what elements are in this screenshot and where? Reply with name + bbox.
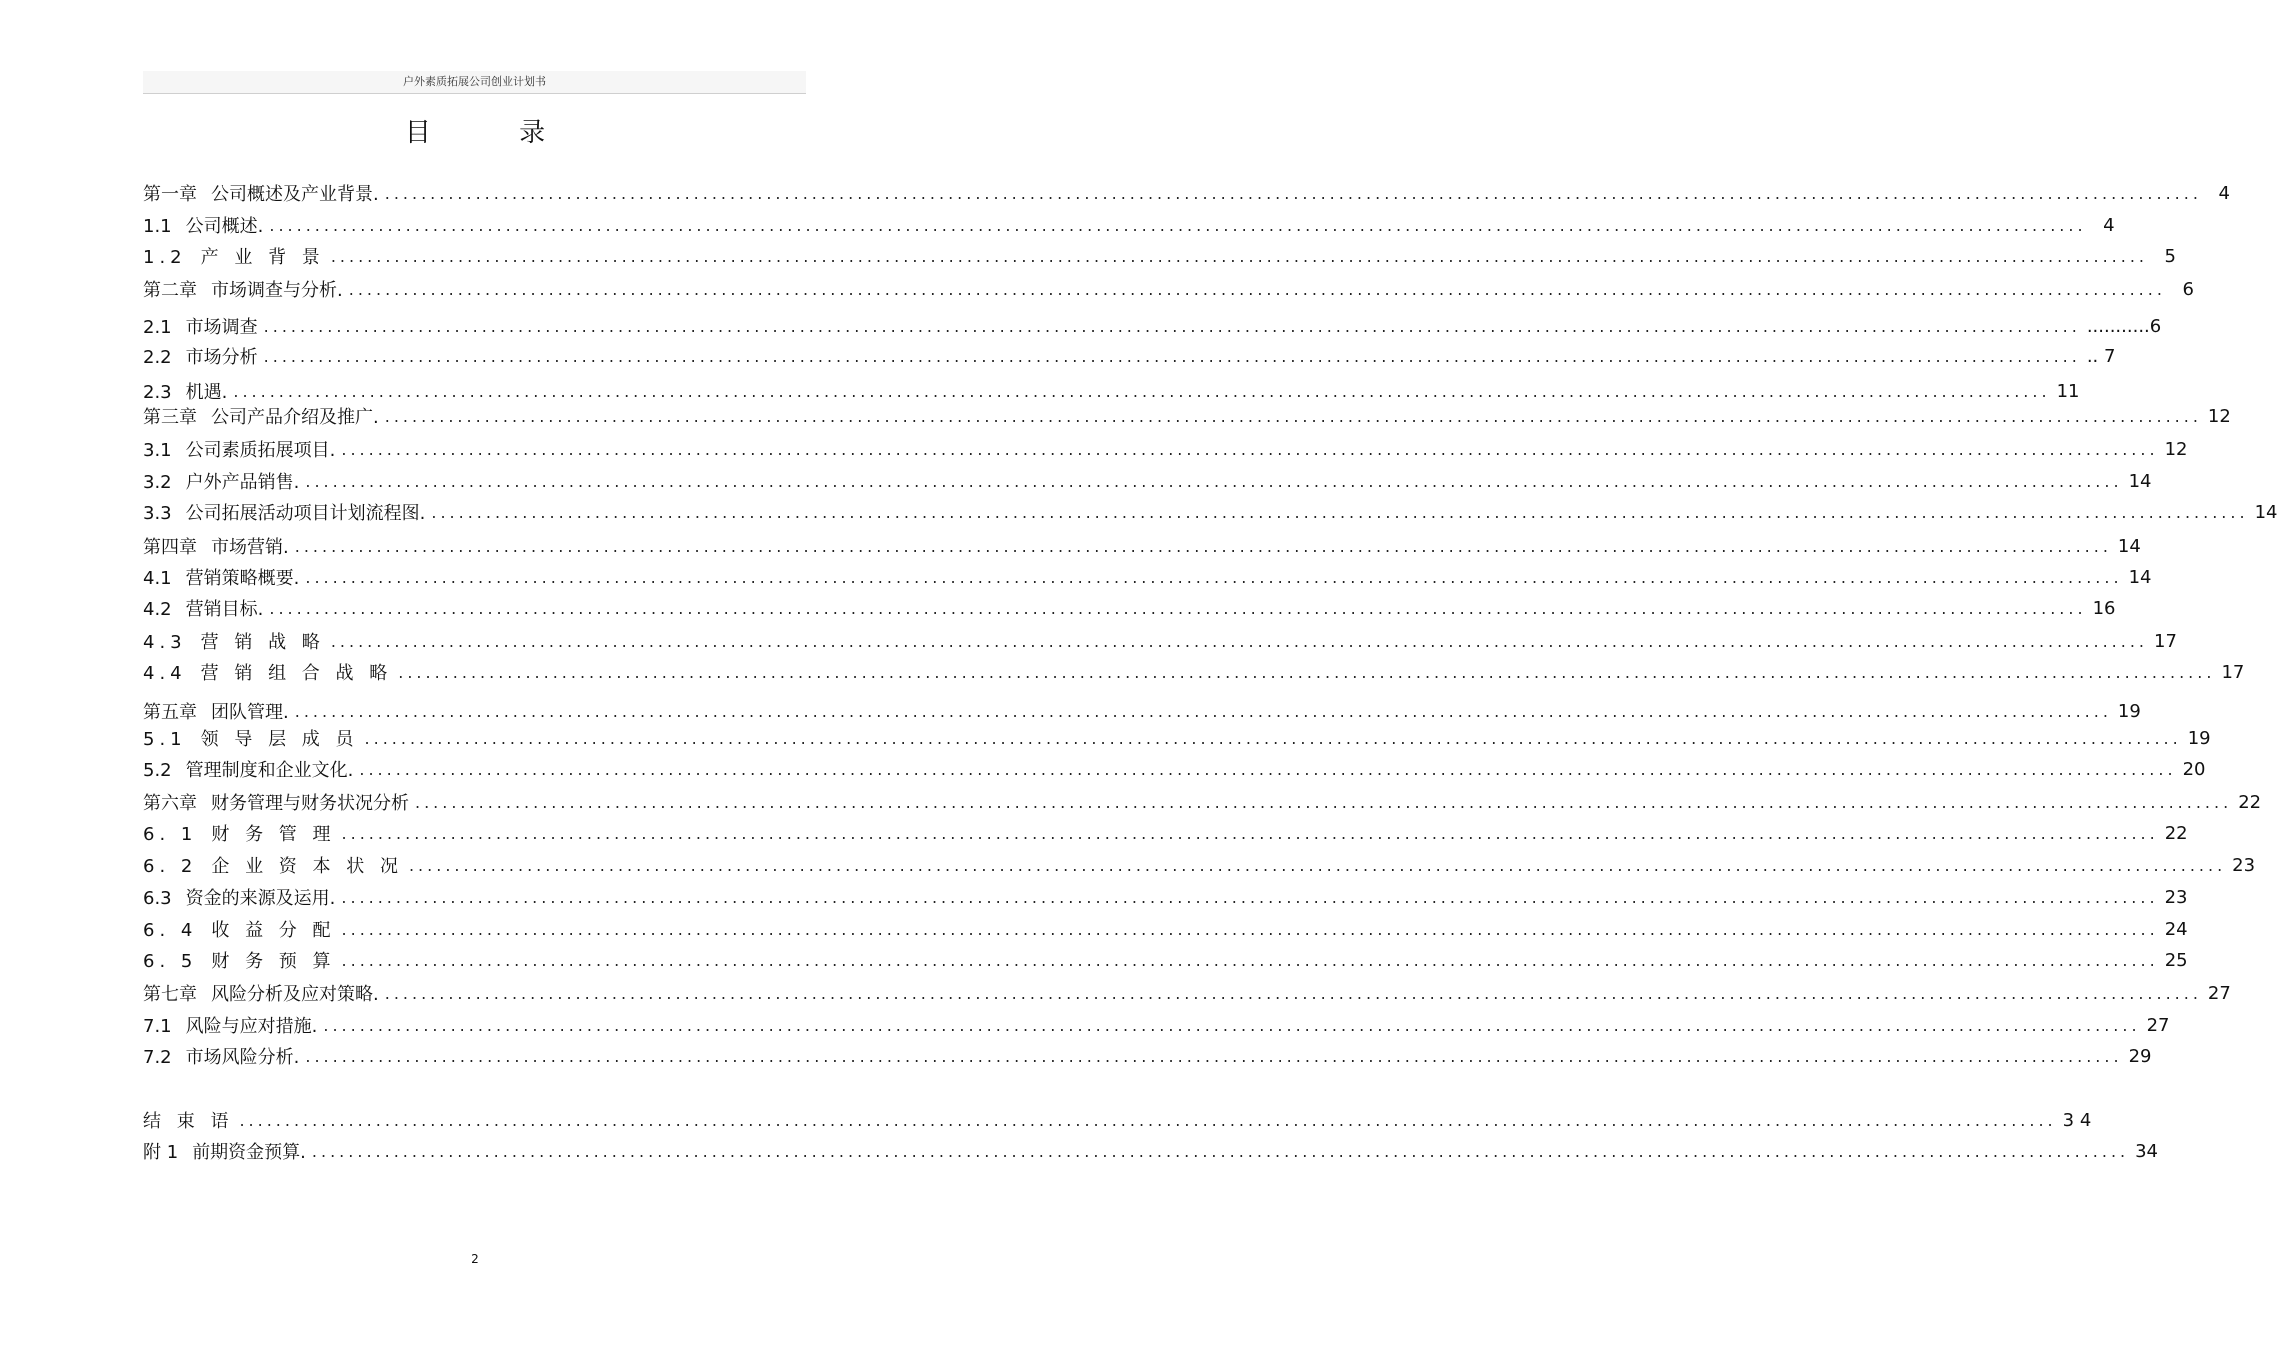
toc-entry[interactable] (143, 698, 2141, 724)
toc-leader-dots: ........................................................................................................................................................................................................ (263, 316, 2081, 336)
toc-entry-page: .. 7 (2086, 345, 2116, 367)
toc-entry[interactable] (143, 180, 2230, 206)
toc-entry-text: 财务管理与财务状况分析 (211, 793, 409, 814)
toc-entry-text: 领 导 层 成 员 (200, 729, 359, 750)
toc-entry-number: 第一章 (143, 184, 197, 205)
toc-entry[interactable] (143, 499, 2277, 525)
toc-leader-dots: ........................................................................................................................................................................................................ (294, 536, 2112, 556)
toc-entry[interactable] (143, 789, 2262, 815)
toc-entry-text: 营销目标. (185, 599, 264, 620)
toc-entry[interactable] (143, 276, 2194, 302)
toc-entry-label (143, 564, 299, 590)
toc-entry-label (143, 884, 335, 910)
toc-entry[interactable] (143, 595, 2116, 621)
toc-leader-dots: ........................................................................................................................................................................................................ (323, 1015, 2141, 1035)
toc-entry[interactable] (143, 659, 2245, 685)
toc-entry-page: 23 (2232, 854, 2256, 876)
running-header: 户外素质拓展公司创业计划书 (143, 71, 806, 94)
toc-entry-page: 24 (2164, 918, 2188, 940)
toc-entry-label (143, 820, 336, 846)
toc-entry-text: 公司概述及产业背景. (211, 184, 379, 205)
toc-entry-number: 3.1 (143, 440, 172, 461)
toc-leader-dots: ........................................................................................................................................................................................................ (311, 1141, 2130, 1161)
toc-entry-page: 16 (2092, 597, 2116, 619)
toc-leader-dots: ........................................................................................................................................................................................................ (341, 823, 2159, 843)
toc-leader-dots: ........................................................................................................................................................................................................ (269, 598, 2087, 618)
toc-entry-text: 机遇. (185, 382, 228, 403)
toc-entry-number: 第七章 (143, 984, 197, 1005)
toc-entry-text: 资金的来源及运用. (185, 888, 336, 909)
toc-entry-page: 14 (2128, 470, 2152, 492)
toc-entry[interactable] (143, 628, 2177, 654)
toc-entry-page: 5 (2164, 245, 2176, 267)
toc-entry-text: 风险分析及应对策略. (211, 984, 379, 1005)
toc-entry-label (143, 756, 353, 782)
toc-entry-text: 公司概述. (185, 216, 264, 237)
toc-entry-number: 7.1 (143, 1016, 172, 1037)
toc-entry-label (143, 243, 325, 269)
toc-entry[interactable] (143, 343, 2116, 369)
toc-entry-label (143, 916, 336, 942)
toc-leader-dots: ........................................................................................................................................................................................................ (341, 439, 2159, 459)
toc-entry[interactable] (143, 378, 2080, 404)
toc-entry-text: 营销策略概要. (185, 568, 300, 589)
toc-entry-number: 4.3 (143, 632, 187, 653)
toc-entry-page: 19 (2117, 700, 2141, 722)
toc-entry-text: 公司产品介绍及推广. (211, 407, 379, 428)
toc-entry-page: 27 (2207, 982, 2231, 1004)
toc-entry-number: 3.2 (143, 472, 172, 493)
toc-entry-text: 营 销 战 略 (200, 632, 325, 653)
toc-entry-label (143, 436, 335, 462)
toc-entry[interactable] (143, 820, 2188, 846)
toc-entry-text: 前期资金预算. (192, 1142, 306, 1163)
toc-entry-label (143, 313, 258, 339)
toc-entry-text: 市场分析 (185, 347, 258, 368)
toc-leader-dots: ........................................................................................................................................................................................................ (398, 662, 2216, 682)
toc-entry-label (143, 1107, 233, 1133)
toc-entry-number: 5.1 (143, 729, 187, 750)
toc-entry-number: 6. 5 (143, 951, 198, 972)
toc-entry-label (143, 947, 336, 973)
toc-entry-label (143, 499, 425, 525)
toc-entry-page: 19 (2187, 727, 2211, 749)
toc-entry[interactable] (143, 436, 2188, 462)
toc-entry-text: 市场调查 (185, 317, 258, 338)
toc-entry-page: 3 4 (2062, 1109, 2092, 1131)
toc-entry[interactable] (143, 980, 2231, 1006)
toc-entry-page: 17 (2154, 630, 2177, 652)
toc-entry[interactable] (143, 852, 2256, 878)
toc-entry-label (143, 698, 289, 724)
toc-entry-label (143, 468, 299, 494)
toc-entry[interactable] (143, 533, 2141, 559)
toc-entry-number: 第五章 (143, 702, 197, 723)
toc-leader-dots: ........................................................................................................................................................................................................ (348, 279, 2166, 299)
toc-leader-dots: ........................................................................................................................................................................................................ (408, 855, 2227, 875)
toc-entry-page: 14 (2254, 501, 2277, 523)
toc-leader-dots: ........................................................................................................................................................................................................ (239, 1110, 2057, 1130)
toc-entry-text: 市场营销. (211, 537, 289, 558)
toc-entry-number: 4.4 (143, 663, 187, 684)
toc-entry[interactable] (143, 1138, 2159, 1164)
toc-entry[interactable] (143, 403, 2231, 429)
toc-entry-number: 2.2 (143, 347, 172, 368)
toc-entry[interactable] (143, 212, 2115, 238)
toc-entry-page: 4 (2103, 214, 2115, 236)
toc-entry-number: 第三章 (143, 407, 197, 428)
toc-entry-number: 6.3 (143, 888, 172, 909)
toc-entry-page: 14 (2117, 535, 2141, 557)
toc-entry-text: 户外产品销售. (185, 472, 300, 493)
toc-entry[interactable] (143, 564, 2152, 590)
toc-entry[interactable] (143, 243, 2176, 269)
toc-entry-text: 市场调查与分析. (211, 280, 343, 301)
toc-entry-number: 第六章 (143, 793, 197, 814)
toc-leader-dots: ........................................................................................................................................................................................................ (269, 215, 2087, 235)
toc-entry-number: 第四章 (143, 537, 197, 558)
toc-entry-page: 27 (2146, 1014, 2170, 1036)
toc-entry-number: 1.2 (143, 247, 187, 268)
toc-leader-dots: ........................................................................................................................................................................................................ (341, 887, 2159, 907)
toc-entry-label (143, 789, 409, 815)
toc-entry[interactable] (143, 1043, 2152, 1069)
toc-leader-dots: ........................................................................................................................................................................................................ (384, 983, 2202, 1003)
toc-entry-text: 企 业 资 本 状 况 (211, 856, 403, 877)
toc-entry-page: 34 (2135, 1140, 2159, 1162)
toc-title: 目 录 (404, 118, 586, 148)
toc-entry-number: 1.1 (143, 216, 172, 237)
toc-leader-dots: ........................................................................................................................................................................................................ (384, 183, 2202, 203)
toc-entry-label (143, 595, 263, 621)
toc-entry-number: 3.3 (143, 503, 172, 524)
toc-leader-dots: ........................................................................................................................................................................................................ (359, 759, 2177, 779)
toc-entry-page: 22 (2238, 791, 2262, 813)
toc-entry-number: 6. 1 (143, 824, 198, 845)
toc-entry-label (143, 403, 379, 429)
toc-entry-text: 产 业 背 景 (200, 247, 325, 268)
toc-entry-text: 营 销 组 合 战 略 (200, 663, 393, 684)
toc-leader-dots: ........................................................................................................................................................................................................ (341, 950, 2159, 970)
toc-leader-dots: ........................................................................................................................................................................................................ (364, 728, 2182, 748)
toc-entry-page: 20 (2182, 758, 2206, 780)
page-number: 2 (471, 1252, 479, 1266)
toc-leader-dots: ........................................................................................................................................................................................................ (384, 406, 2202, 426)
toc-entry-text: 结 束 语 (143, 1111, 234, 1132)
toc-leader-dots: ........................................................................................................................................................................................................ (305, 471, 2123, 491)
toc-leader-dots: ........................................................................................................................................................................................................ (233, 381, 2051, 401)
toc-entry-text: 风险与应对措施. (185, 1016, 318, 1037)
toc-entry-page: 14 (2128, 566, 2152, 588)
toc-entry-page: 29 (2128, 1045, 2152, 1067)
toc-entry-number: 6. 4 (143, 920, 198, 941)
toc-entry-number: 5.2 (143, 760, 172, 781)
toc-entry-text: 公司素质拓展项目. (185, 440, 336, 461)
toc-entry-text: 团队管理. (211, 702, 289, 723)
toc-entry-text: 市场风险分析. (185, 1047, 300, 1068)
toc-entry-number: 7.2 (143, 1047, 172, 1068)
toc-entry[interactable] (143, 947, 2188, 973)
toc-entry[interactable] (143, 468, 2152, 494)
toc-entry-label (143, 980, 379, 1006)
toc-entry-label (143, 1012, 317, 1038)
toc-entry-text: 收 益 分 配 (211, 920, 336, 941)
toc-entry-page: 11 (2056, 380, 2080, 402)
toc-leader-dots: ........................................................................................................................................................................................................ (263, 346, 2081, 366)
toc-entry-page: 17 (2221, 661, 2245, 683)
toc-entry-label (143, 343, 258, 369)
toc-entry-label (143, 378, 227, 404)
toc-entry-number: 2.3 (143, 382, 172, 403)
toc-entry-page: 22 (2164, 822, 2188, 844)
toc-leader-dots: ........................................................................................................................................................................................................ (294, 701, 2112, 721)
toc-entry-number: 4.1 (143, 568, 172, 589)
toc-entry-page: 12 (2164, 438, 2188, 460)
toc-entry-page: ...........6 (2086, 315, 2162, 337)
toc-entry-page: 4 (2218, 182, 2230, 204)
toc-entry-text: 财 务 预 算 (211, 951, 336, 972)
toc-entry[interactable] (143, 1107, 2092, 1133)
toc-entry-label (143, 212, 263, 238)
toc-entry-number: 附 1 (143, 1142, 179, 1163)
toc-leader-dots: ........................................................................................................................................................................................................ (305, 567, 2123, 587)
toc-leader-dots: ........................................................................................................................................................................................................ (330, 246, 2148, 266)
toc-entry[interactable] (143, 1012, 2170, 1038)
toc-entry-label (143, 725, 359, 751)
toc-entry-label (143, 628, 325, 654)
toc-entry-label (143, 533, 289, 559)
toc-entry-text: 公司拓展活动项目计划流程图. (185, 503, 426, 524)
toc-entry[interactable] (143, 756, 2206, 782)
toc-entry-label (143, 276, 343, 302)
toc-entry-text: 管理制度和企业文化. (185, 760, 354, 781)
toc-entry-page: 23 (2164, 886, 2188, 908)
toc-entry-page: 12 (2207, 405, 2231, 427)
toc-entry-label (143, 659, 392, 685)
toc-entry-number: 2.1 (143, 317, 172, 338)
toc-entry[interactable] (143, 916, 2188, 942)
toc-leader-dots: ........................................................................................................................................................................................................ (431, 502, 2249, 522)
toc-leader-dots: ........................................................................................................................................................................................................ (330, 631, 2148, 651)
toc-entry-label (143, 852, 403, 878)
toc-entry-number: 第二章 (143, 280, 197, 301)
toc-entry[interactable] (143, 313, 2162, 339)
toc-entry-text: 财 务 管 理 (211, 824, 336, 845)
toc-entry-number: 6. 2 (143, 856, 198, 877)
toc-entry-number: 4.2 (143, 599, 172, 620)
toc-entry-page: 6 (2182, 278, 2194, 300)
toc-entry-page: 25 (2164, 949, 2188, 971)
toc-entry[interactable] (143, 725, 2211, 751)
toc-entry-label (143, 180, 379, 206)
toc-leader-dots: ........................................................................................................................................................................................................ (305, 1046, 2123, 1066)
toc-leader-dots: ........................................................................................................................................................................................................ (341, 919, 2159, 939)
toc-entry-label (143, 1138, 306, 1164)
toc-entry[interactable] (143, 884, 2188, 910)
toc-entry-label (143, 1043, 299, 1069)
toc-leader-dots: ........................................................................................................................................................................................................ (415, 792, 2233, 812)
